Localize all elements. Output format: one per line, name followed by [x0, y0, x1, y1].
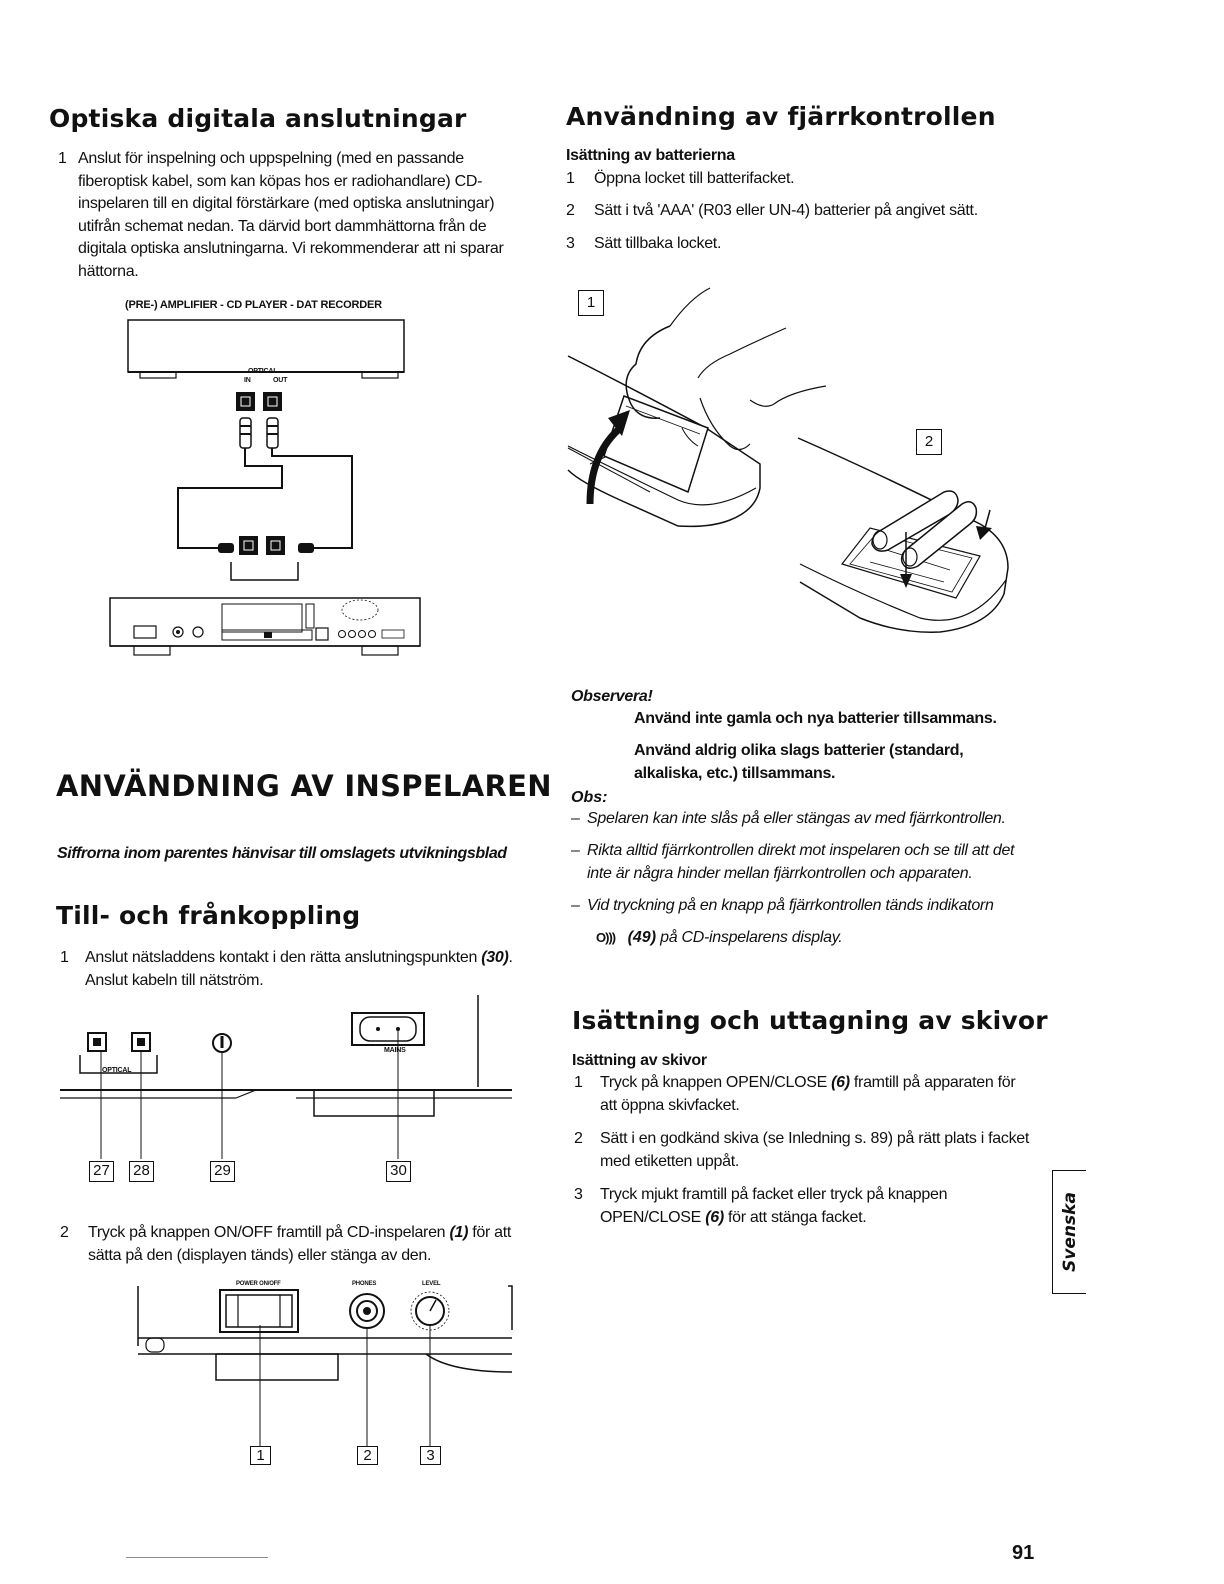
power-item1-text: Anslut nätsladdens kontakt i den rätta anslutningspunkten [85, 949, 482, 966]
observe-note-2: Använd aldrig olika slags batterier (standard, [634, 742, 964, 759]
discs-item3-ref: (6) [705, 1208, 724, 1226]
dash: – [571, 810, 580, 827]
callout-2: 2 [357, 1446, 378, 1465]
observe-note-1: Använd inte gamla och nya batterier tillsammans. [634, 710, 997, 727]
callout-3: 3 [420, 1446, 441, 1465]
item-number: 2 [574, 1130, 583, 1147]
step-1-marker: 1 [578, 290, 604, 316]
footer-rule [126, 1557, 268, 1558]
fig-optical-label-2: OPTICAL [102, 1067, 132, 1074]
callout-29: 29 [210, 1161, 235, 1182]
optical-text-line: utifrån schemat nedan. Ta därvid bort dammhättorna från de [78, 217, 487, 235]
fig-optical-label: OPTICAL [248, 368, 278, 375]
remote-section-title: Användning av fjärrkontrollen [566, 102, 996, 131]
item-number: 2 [60, 1224, 69, 1241]
discs-item1-line2: att öppna skivfacket. [600, 1096, 740, 1114]
obs-text: Vid tryckning på en knapp på fjärrkontrollen tänds indikatorn [587, 897, 994, 914]
power-item1-post: . [508, 949, 513, 966]
item-number: 2 [566, 202, 575, 219]
callout-28: 28 [129, 1161, 154, 1182]
item-number: 3 [574, 1186, 583, 1203]
rear-panel-diagram [60, 995, 520, 1185]
remote-indicator-icon: O))) [596, 930, 616, 945]
optical-text-line: fiberoptisk kabel, som kan köpas hos er radiohandlare) CD- [78, 172, 483, 190]
power-section-title: Till- och frånkoppling [56, 901, 361, 930]
optical-figure-title: (PRE-) AMPLIFIER - CD PLAYER - DAT RECORDER [125, 299, 382, 311]
power-item2-line2: sätta på den (displayen tänds) eller stänga av den. [88, 1246, 432, 1264]
item-number: 1 [566, 170, 575, 187]
power-item1-ref: (30) [481, 949, 509, 966]
power-item2-post: för att [468, 1224, 512, 1241]
power-item2-text: Tryck på knappen ON/OFF framtill på CD-inspelaren [88, 1224, 450, 1241]
fig-out-label: OUT [273, 377, 288, 384]
obs-text: Rikta alltid fjärrkontrollen direkt mot inspelaren och se till att det [587, 842, 1015, 859]
discs-item2-line1: Sätt i en godkänd skiva (se Inledning s. 89) på rätt plats i facket [600, 1130, 1030, 1147]
optical-text-line: inspelaren till en digital förstärkare (med optiska anslutningar) [78, 195, 495, 212]
obs-label: Obs: [571, 789, 608, 806]
optical-section-title: Optiska digitala anslutningar [49, 104, 467, 133]
obs-text: inte är några hinder mellan fjärrkontrollen och apparaten. [587, 864, 973, 882]
discs-item1-text: Tryck på knappen OPEN/CLOSE [600, 1074, 832, 1091]
discs-item1-ref: (6) [831, 1074, 850, 1091]
fig-in-label: IN [244, 377, 251, 384]
indicator-text: på CD-inspelarens display. [656, 929, 843, 946]
optical-connection-diagram [100, 312, 440, 662]
callout-30: 30 [386, 1161, 411, 1182]
optical-text-line: digitala optiska anslutningarna. Vi rekommenderar att ni sparar [78, 240, 504, 257]
callout-1: 1 [250, 1446, 271, 1465]
observe-label: Observera! [571, 688, 653, 705]
fig-level-label: LEVEL [422, 1281, 441, 1287]
remote-item-text: Sätt i två 'AAA' (R03 eller UN-4) batterier på angivet sätt. [594, 202, 978, 219]
item-number: 1 [58, 150, 67, 167]
observe-note-3: alkaliska, etc.) tillsammans. [634, 765, 836, 782]
item-number: 3 [566, 235, 575, 252]
page-number: 91 [1012, 1542, 1035, 1564]
discs-item3-text: OPEN/CLOSE [600, 1208, 706, 1226]
fig-mains-label: MAINS [384, 1047, 406, 1054]
discs-subtitle: Isättning av skivor [572, 1052, 707, 1069]
language-tab [1052, 1170, 1086, 1294]
optical-text-line: Anslut för inspelning och uppspelning (med en passande [78, 150, 464, 167]
step-2-marker: 2 [916, 429, 942, 455]
battery-insertion-illustration [560, 278, 1030, 658]
remote-item-text: Sätt tillbaka locket. [594, 235, 722, 252]
item-number: 1 [574, 1074, 583, 1091]
remote-subtitle: Isättning av batterierna [566, 147, 735, 164]
optical-text-line: hättorna. [78, 262, 139, 280]
language-tab-label: Svenska [1059, 1192, 1080, 1272]
remote-item-text: Öppna locket till batterifacket. [594, 170, 795, 187]
discs-section-title: Isättning och uttagning av skivor [572, 1006, 1048, 1035]
fig-phones-label: PHONES [352, 1281, 377, 1287]
discs-item2-line2: med etiketten uppåt. [600, 1152, 739, 1170]
obs-text: Spelaren kan inte slås på eller stängas av med fjärrkontrollen. [587, 810, 1006, 827]
parentheses-note: Siffrorna inom parentes hänvisar till omslagets utvikningsblad [57, 845, 507, 862]
discs-item3-post: för att stänga facket. [723, 1208, 867, 1226]
front-panel-diagram [130, 1280, 520, 1450]
dash: – [571, 842, 580, 859]
fig-power-label: POWER ON/OFF [236, 1281, 281, 1287]
power-item1-line2: Anslut kabeln till nätström. [85, 971, 264, 989]
callout-27: 27 [89, 1161, 114, 1182]
main-heading: ANVÄNDNING AV INSPELAREN [56, 769, 552, 803]
discs-item1-post: framtill på apparaten för [849, 1074, 1016, 1091]
power-item2-ref: (1) [449, 1224, 469, 1241]
discs-item3-line1: Tryck mjukt framtill på facket eller tryck på knappen [600, 1186, 948, 1203]
item-number: 1 [60, 949, 69, 966]
dash: – [571, 897, 580, 914]
indicator-ref: (49) [627, 929, 657, 946]
